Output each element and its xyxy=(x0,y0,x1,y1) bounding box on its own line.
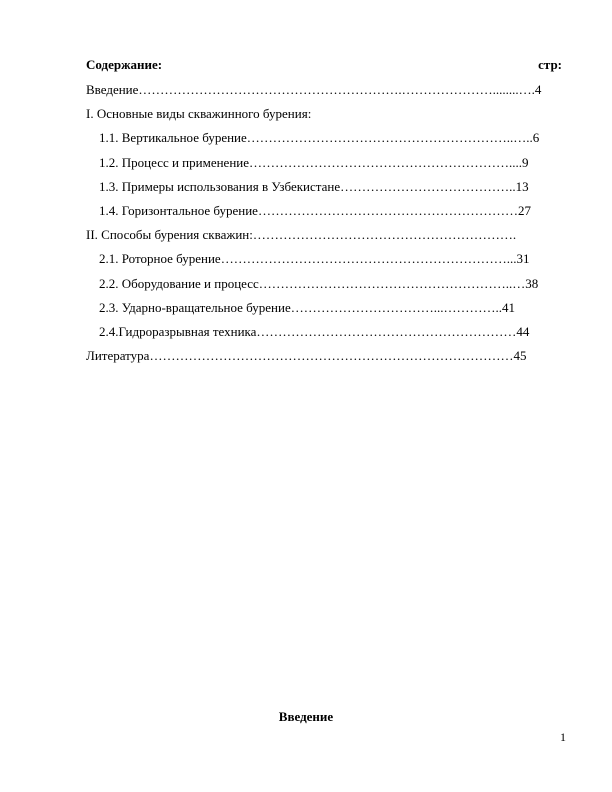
toc-header xyxy=(86,56,566,74)
toc-entry-introduction: Введение…………………………………………………….…………………........….4 xyxy=(86,82,542,97)
toc-entry-1-2: 1.2. Процесс и применение……………………………………………………....9 xyxy=(99,154,529,170)
toc-entry-2-3: 2.3. Ударно-вращательное бурение……………………………...…………..41 xyxy=(99,299,515,315)
toc-entry-1-3: 1.3. Примеры использования в Узбекистане…………………………………..13 xyxy=(99,178,529,194)
toc-entry-1-4: 1.4. Горизонтальное бурение……………………………………………………27 xyxy=(99,202,531,218)
section-heading-introduction: Введение xyxy=(278,709,334,724)
toc-entry-2-1: 2.1. Роторное бурение…………………………………………………………...31 xyxy=(99,251,530,267)
toc-entry-literature: Литература…………………………………………………………………………45 xyxy=(86,348,527,364)
toc-entry-1-1: 1.1. Вертикальное бурение……………………………………………………..…..6 xyxy=(99,130,540,146)
table-of-contents xyxy=(86,56,566,371)
toc-entry-2-2: 2.2. Оборудование и процесс…………………………………………………..…38 xyxy=(99,275,539,291)
toc-entry-chapter-2: II. Способы бурения скважин:……………………………………………………. xyxy=(86,227,517,243)
toc-entry-2-4: 2.4.Гидроразрывная техника……………………………………………………44 xyxy=(99,323,530,339)
toc-page-label: стр: xyxy=(538,57,562,72)
toc-entry-chapter-1: I. Основные виды скважинного бурения: xyxy=(86,106,312,122)
page-number: 1 xyxy=(560,730,566,744)
toc-title: Содержание: xyxy=(86,57,163,72)
